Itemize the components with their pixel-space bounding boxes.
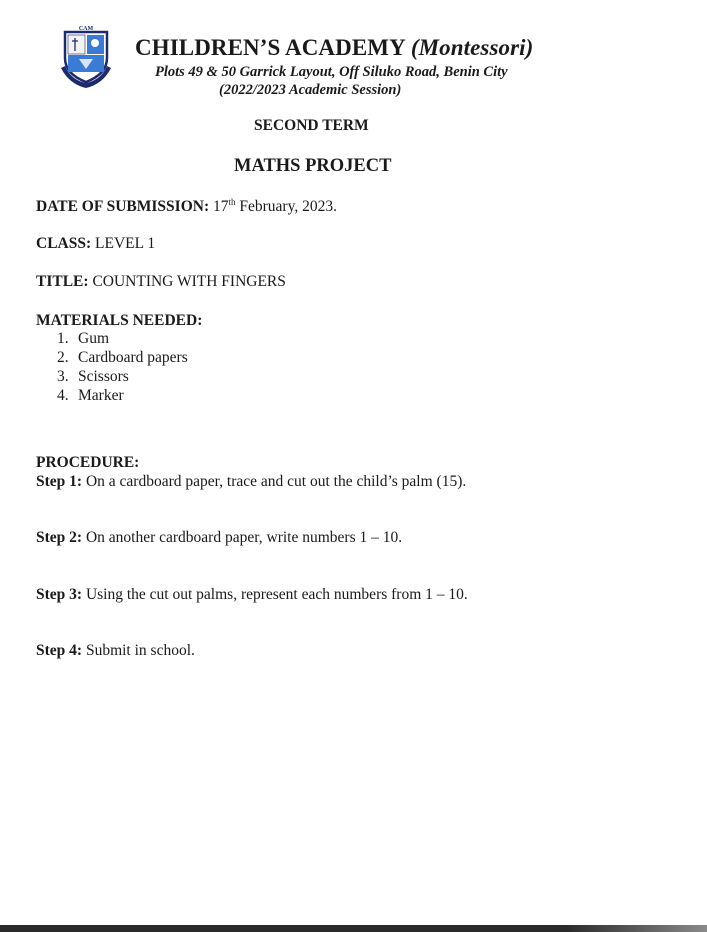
procedure-heading: [36, 454, 139, 472]
page-bottom-edge: [0, 925, 707, 932]
list-item: [57, 348, 188, 367]
academic-session: (2022/2023 Academic Session): [219, 82, 402, 98]
procedure-step-3: [36, 586, 468, 604]
materials-list: [57, 329, 188, 405]
list-number: 4.: [57, 387, 69, 404]
school-name-main: CHILDREN’S ACADEMY: [135, 35, 405, 60]
list-text: Marker: [78, 387, 124, 404]
class-line: [36, 235, 155, 253]
title-value: COUNTING WITH FINGERS: [92, 273, 286, 290]
list-item: [57, 329, 188, 348]
materials-label: MATERIALS NEEDED:: [36, 312, 203, 329]
procedure-label: PROCEDURE:: [36, 454, 140, 471]
step-label: Step 3:: [36, 586, 83, 603]
class-label: CLASS:: [36, 235, 92, 252]
list-number: 1.: [57, 330, 69, 347]
term-heading: SECOND TERM: [254, 117, 369, 134]
step-text: Using the cut out palms, represent each numbers from 1 – 10.: [85, 586, 468, 603]
list-number: 3.: [57, 368, 69, 385]
school-name-suffix: (Montessori): [410, 35, 534, 60]
list-text: Gum: [78, 330, 109, 347]
step-label: Step 2:: [36, 529, 83, 546]
list-number: 2.: [57, 349, 69, 366]
list-text: Cardboard papers: [78, 349, 188, 366]
crest-lettering: CAM: [78, 26, 94, 32]
title-line: [36, 273, 286, 291]
submission-date-line: [36, 198, 337, 216]
step-label: Step 4:: [36, 642, 83, 659]
procedure-step-4: [36, 642, 195, 660]
list-item: [57, 386, 188, 405]
submission-rest: February, 2023.: [239, 198, 337, 215]
procedure-step-1: [36, 473, 466, 491]
procedure-step-2: [36, 529, 402, 547]
list-text: Scissors: [78, 368, 129, 385]
school-address: Plots 49 & 50 Garrick Layout, Off Siluko Road, Benin City: [155, 64, 508, 80]
submission-day-suffix: th: [228, 197, 236, 207]
school-crest-logo: [57, 24, 115, 90]
step-label: Step 1:: [36, 473, 83, 490]
class-value: LEVEL 1: [95, 235, 156, 252]
materials-heading: [36, 312, 202, 330]
step-text: Submit in school.: [85, 642, 195, 659]
submission-day: 17: [213, 198, 229, 215]
school-name: [135, 35, 533, 61]
title-label: TITLE:: [36, 273, 89, 290]
step-text: On a cardboard paper, trace and cut out the child’s palm (15).: [85, 473, 467, 490]
list-item: [57, 367, 188, 386]
submission-label: DATE OF SUBMISSION:: [36, 198, 210, 215]
project-heading: MATHS PROJECT: [234, 156, 392, 176]
step-text: On another cardboard paper, write numbers 1 – 10.: [85, 529, 403, 546]
